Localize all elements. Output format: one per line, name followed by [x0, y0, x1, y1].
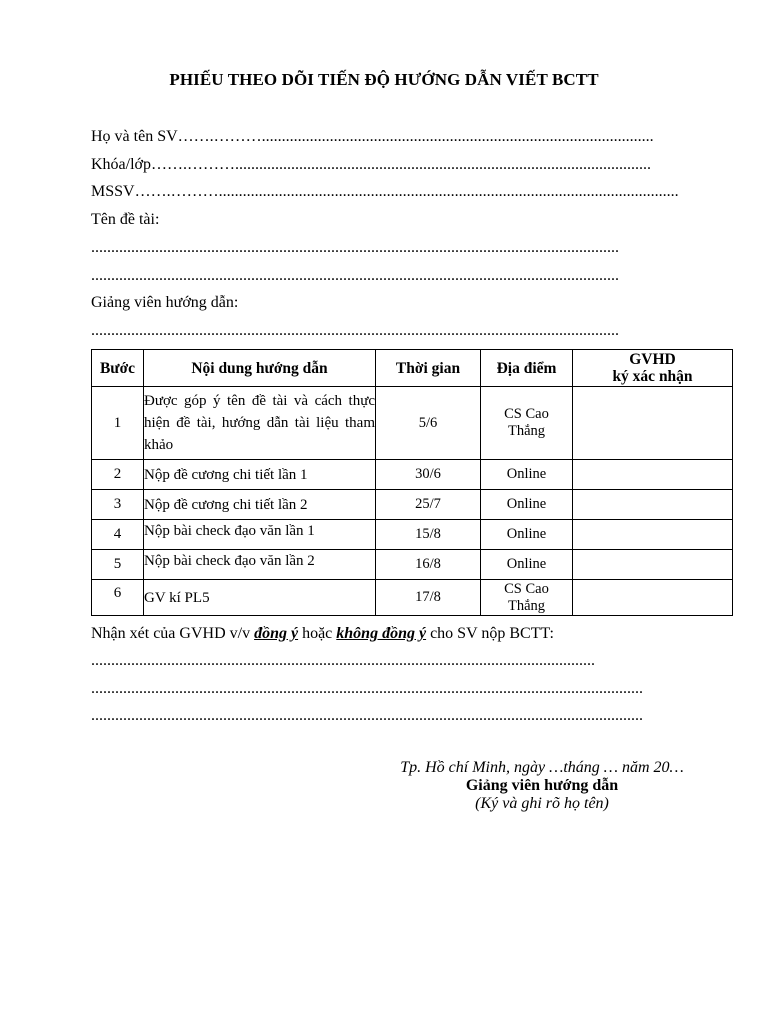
header-content: Nội dung hướng dẫn — [144, 350, 376, 387]
comment-line-2: .......................................................................................................................................... — [91, 680, 643, 697]
row-content: Được góp ý tên đề tài và cách thực hiện đề tài, hướng dẫn tài liệu tham khảo — [144, 387, 376, 460]
row-signature-cell[interactable] — [573, 580, 733, 616]
row-place: Online — [481, 550, 573, 580]
signature-note: (Ký và ghi rõ họ tên) — [475, 795, 609, 812]
advisor-label: Giảng viên hướng dẫn: — [91, 294, 239, 311]
topic-line-1: .................................................................................................................................... — [91, 239, 619, 256]
row-step: 1 — [92, 387, 144, 460]
topic-label: Tên đề tài: — [91, 211, 160, 228]
row-content: Nộp đề cương chi tiết lần 2 — [144, 490, 376, 520]
comment-suffix: cho SV nộp BCTT: — [426, 625, 554, 642]
comment-prefix: Nhận xét của GVHD v/v — [91, 625, 255, 642]
row-place-line1: CS Cao — [504, 406, 549, 422]
comment-line-1: .............................................................................................................................. — [91, 652, 595, 669]
row-time: 15/8 — [376, 520, 481, 550]
header-sign — [573, 350, 733, 387]
row-content: GV kí PL5 — [144, 580, 376, 616]
row-content: Nộp bài check đạo văn lần 2 — [144, 550, 376, 580]
header-time: Thời gian — [376, 350, 481, 387]
student-name-field: Họ và tên SV…….……….................................................................................................. — [91, 128, 654, 145]
table-row — [92, 387, 733, 460]
row-place-line1: CS Cao — [504, 580, 549, 597]
comment-or: hoặc — [298, 625, 337, 642]
row-content: Nộp bài check đạo văn lần 1 — [144, 520, 376, 550]
table-row — [92, 520, 733, 550]
row-signature-cell[interactable] — [573, 490, 733, 520]
table-row — [92, 490, 733, 520]
table-row — [92, 460, 733, 490]
table-header-row — [92, 350, 733, 387]
row-step: 5 — [92, 550, 144, 580]
row-step: 3 — [92, 490, 144, 520]
row-signature-cell[interactable] — [573, 387, 733, 460]
advisor-line: .................................................................................................................................... — [91, 322, 619, 339]
row-place-line2: Thắng — [507, 597, 546, 614]
row-time: 17/8 — [376, 580, 481, 616]
row-time: 30/6 — [376, 460, 481, 490]
table-row — [92, 580, 733, 616]
progress-table — [91, 349, 733, 616]
header-sign-line2: ký xác nhận — [612, 368, 693, 385]
header-place: Địa điểm — [481, 350, 573, 387]
topic-line-2: .................................................................................................................................... — [91, 267, 619, 284]
row-place: Online — [481, 460, 573, 490]
header-sign-line1: GVHD — [629, 351, 676, 368]
row-content: Nộp đề cương chi tiết lần 1 — [144, 460, 376, 490]
comment-label — [91, 624, 554, 644]
row-place-line2: Thắng — [507, 423, 546, 439]
comment-line-3: .......................................................................................................................................... — [91, 707, 643, 724]
row-place: Online — [481, 490, 573, 520]
row-step: 2 — [92, 460, 144, 490]
signature-date: Tp. Hồ chí Minh, ngày …tháng … năm 20… — [400, 759, 684, 776]
student-id-field: MSSV…….………................................................................................................................... — [91, 183, 679, 200]
disagree-option: không đồng ý — [336, 625, 427, 642]
row-place: Online — [481, 520, 573, 550]
row-signature-cell[interactable] — [573, 520, 733, 550]
row-signature-cell[interactable] — [573, 460, 733, 490]
signature-role: Giảng viên hướng dẫn — [465, 777, 619, 794]
agree-option: đồng ý — [254, 625, 299, 642]
table-row — [92, 550, 733, 580]
row-place — [481, 580, 573, 616]
row-step: 6 — [92, 580, 144, 616]
row-time: 16/8 — [376, 550, 481, 580]
row-step: 4 — [92, 520, 144, 550]
row-time: 25/7 — [376, 490, 481, 520]
class-field: Khóa/lớp…….………........................................................................................................ — [91, 156, 652, 173]
row-time: 5/6 — [376, 387, 481, 460]
row-place — [481, 387, 573, 460]
row-signature-cell[interactable] — [573, 550, 733, 580]
header-step: Bước — [92, 350, 144, 387]
document-title: PHIẾU THEO DÕI TIẾN ĐỘ HƯỚNG DẪN VIẾT BCTT — [169, 70, 599, 89]
